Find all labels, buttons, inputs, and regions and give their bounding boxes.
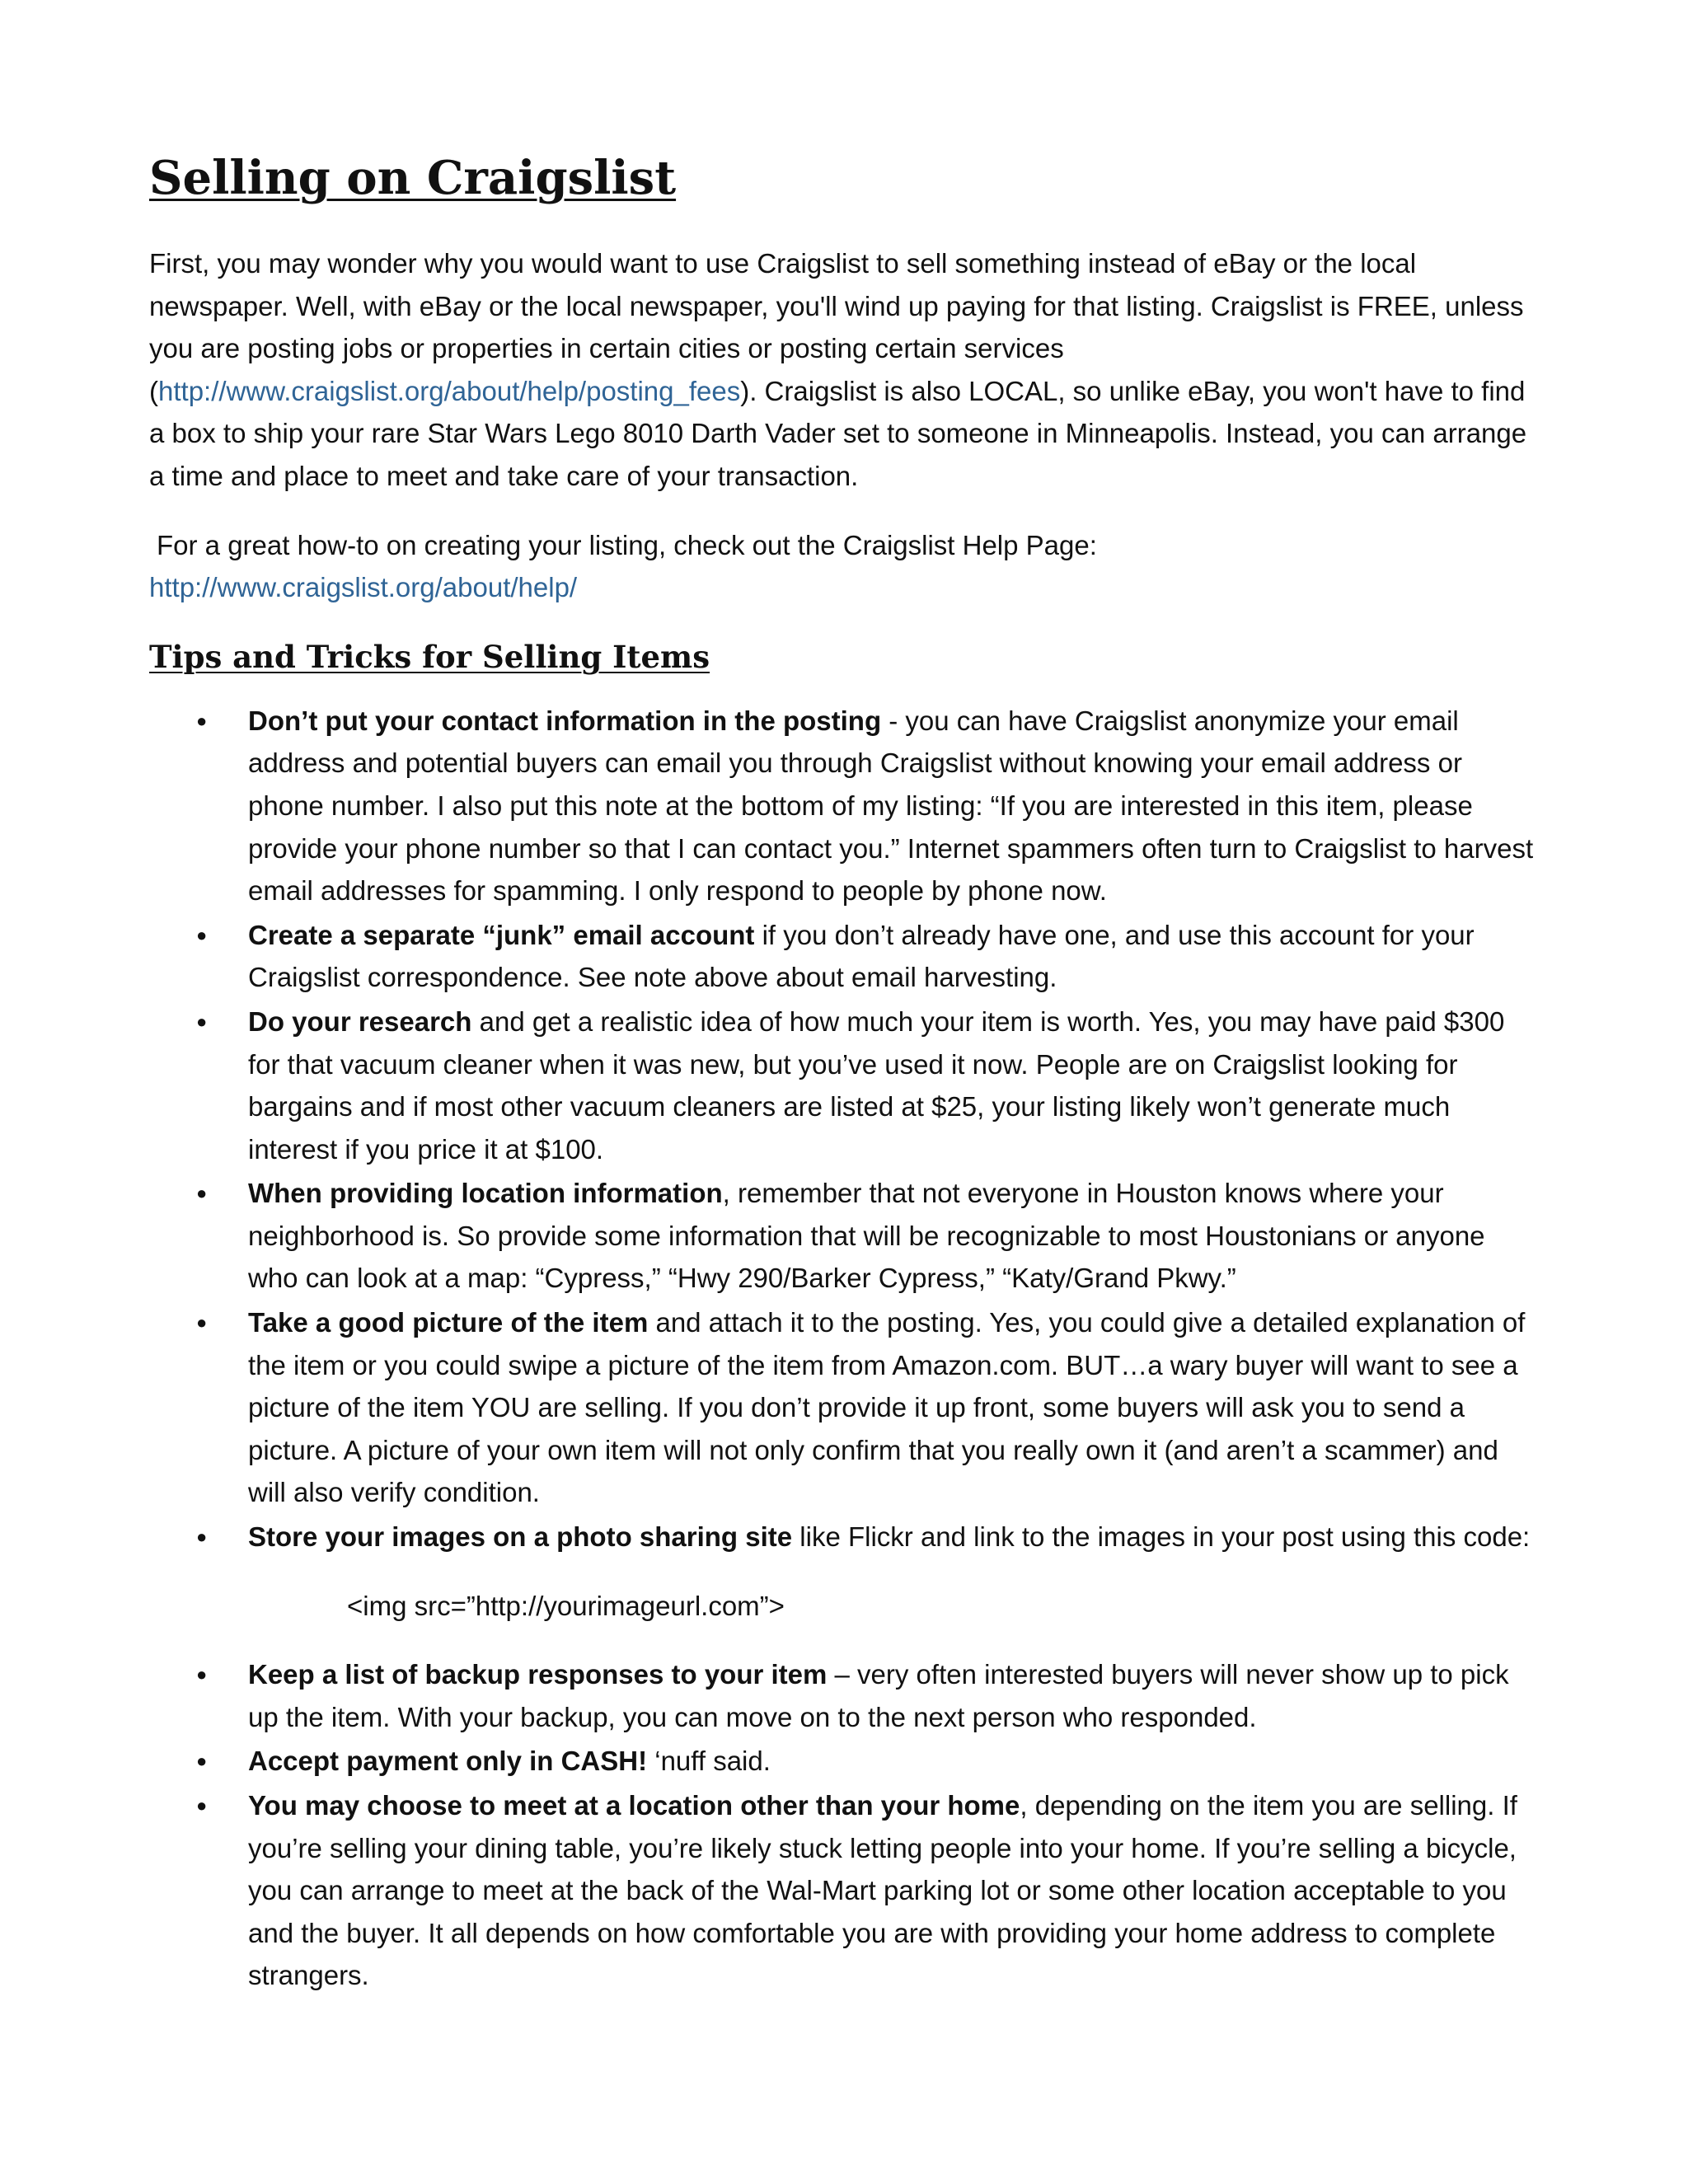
help-text: For a great how-to on creating your listing, check out the Craigslist Help Page:: [157, 529, 1097, 560]
bullet-icon: ●: [196, 1010, 208, 1032]
tip-bold-text: Take a good picture of the item: [248, 1307, 649, 1338]
tip-bold-text: Create a separate “junk” email account: [248, 919, 755, 950]
page-title: Selling on Craigslist: [149, 151, 677, 205]
list-item: [149, 1653, 1542, 1738]
tip-bold-text: Do your research: [248, 1005, 472, 1037]
tip-bold-text: Keep a list of backup responses to your item: [248, 1659, 828, 1690]
list-item: [149, 914, 1542, 999]
tip-text: , remember that not everyone in Houston knows where your neighborhood is. So provide some information that will be recognizable to most Houstonians or anyone who can look at a map: “Cypress,” “Hwy 290/Barker Cypress,” “Katy/Grand Pkwy.”: [248, 1178, 1485, 1294]
tip-text: ‘nuff said.: [647, 1746, 771, 1777]
posting-fees-link[interactable]: http://www.craigslist.org/about/help/posting_fees: [158, 375, 741, 406]
intro-paragraph: [149, 242, 1542, 498]
list-item: [149, 700, 1542, 912]
tip-bold-text: You may choose to meet at a location other than your home: [248, 1790, 1020, 1821]
tip-bold-text: Accept payment only in CASH!: [248, 1746, 648, 1777]
list-item: [149, 1740, 1542, 1783]
tip-text: like Flickr and link to the images in your post using this code:: [792, 1521, 1531, 1553]
code-example: <img src=”http://yourimageurl.com”>: [347, 1590, 785, 1621]
list-item: [149, 1516, 1542, 1558]
list-item: [149, 1001, 1542, 1170]
help-paragraph: [149, 524, 1542, 609]
bullet-icon: ●: [196, 1795, 208, 1816]
list-item: [149, 1784, 1542, 1997]
tips-list-continued: [149, 1653, 1542, 1997]
tip-text: if you don’t already have one, and use this account for your Craigslist correspondence. See note above about email harvesting.: [248, 919, 1475, 993]
bullet-icon: ●: [196, 1183, 208, 1204]
list-item: [149, 1172, 1542, 1300]
tip-bold-text: Don’t put your contact information in the posting: [248, 705, 882, 736]
tip-text: , depending on the item you are selling. If you’re selling your dining table, you’re likely stuck letting people into your home. If you’re selling a bicycle, you can arrange to meet at the back of the Wal-Mart parking lot or some other location acceptable to you and the buyer. It all depends on how comfortable you are with providing your home address to complete strangers.: [248, 1790, 1517, 1991]
document-page: [149, 148, 1542, 1999]
tips-heading: Tips and Tricks for Selling Items: [149, 638, 710, 675]
tip-bold-text: Store your images on a photo sharing site: [248, 1521, 793, 1553]
intro-text-before-link: First, you may wonder why you would want to use Craigslist to sell something instead of eBay or the local newspaper. Well, with eBay or the local newspaper, you'll wind up paying for that listing. Craigslist is FREE, unless you are posting jobs or properties in certain cities or posting certain services (: [149, 248, 1524, 406]
tip-text: and get a realistic idea of how much your item is worth. Yes, you may have paid $300 for that vacuum cleaner when it was new, but you’ve used it now. People are on Craigslist looking for bargains and if most other vacuum cleaners are listed at $25, your listing likely won’t generate much interest if you price it at $100.: [248, 1005, 1505, 1165]
list-item: [149, 1301, 1542, 1514]
bullet-icon: ●: [196, 1526, 208, 1548]
bullet-icon: ●: [196, 1312, 208, 1333]
bullet-icon: ●: [196, 1750, 208, 1772]
bullet-icon: ●: [196, 924, 208, 945]
help-page-link[interactable]: http://www.craigslist.org/about/help/: [149, 572, 578, 603]
tips-list: [149, 700, 1542, 1558]
tip-text: and attach it to the posting. Yes, you could give a detailed explanation of the item or you could swipe a picture of the item from Amazon.com. BUT…a wary buyer will want to see a picture of the item YOU are selling. If you don’t provide it up front, some buyers will ask you to send a picture. A picture of your own item will not only confirm that you really own it (and aren’t a scammer) and will also verify condition.: [248, 1307, 1526, 1508]
tip-text: - you can have Craigslist anonymize your email address and potential buyers can email you through Craigslist without knowing your email address or phone number. I also put this note at the bottom of my listing: “If you are interested in this item, please provide your phone number so that I can contact you.” Internet spammers often turn to Craigslist to harvest email addresses for spamming. I only respond to people by phone now.: [248, 705, 1534, 907]
bullet-icon: ●: [196, 1664, 208, 1685]
bullet-icon: ●: [196, 710, 208, 731]
intro-text-after-link: ). Craigslist is also LOCAL, so unlike eBay, you won't have to find a box to ship your rare Star Wars Lego 8010 Darth Vader set to someone in Minneapolis. Instead, you can arrange a time and place to meet and take care of your transaction.: [149, 375, 1527, 491]
tip-bold-text: When providing location information: [248, 1178, 723, 1209]
tip-text: – very often interested buyers will never show up to pick up the item. With your backup, you can move on to the next person who responded.: [248, 1659, 1509, 1732]
